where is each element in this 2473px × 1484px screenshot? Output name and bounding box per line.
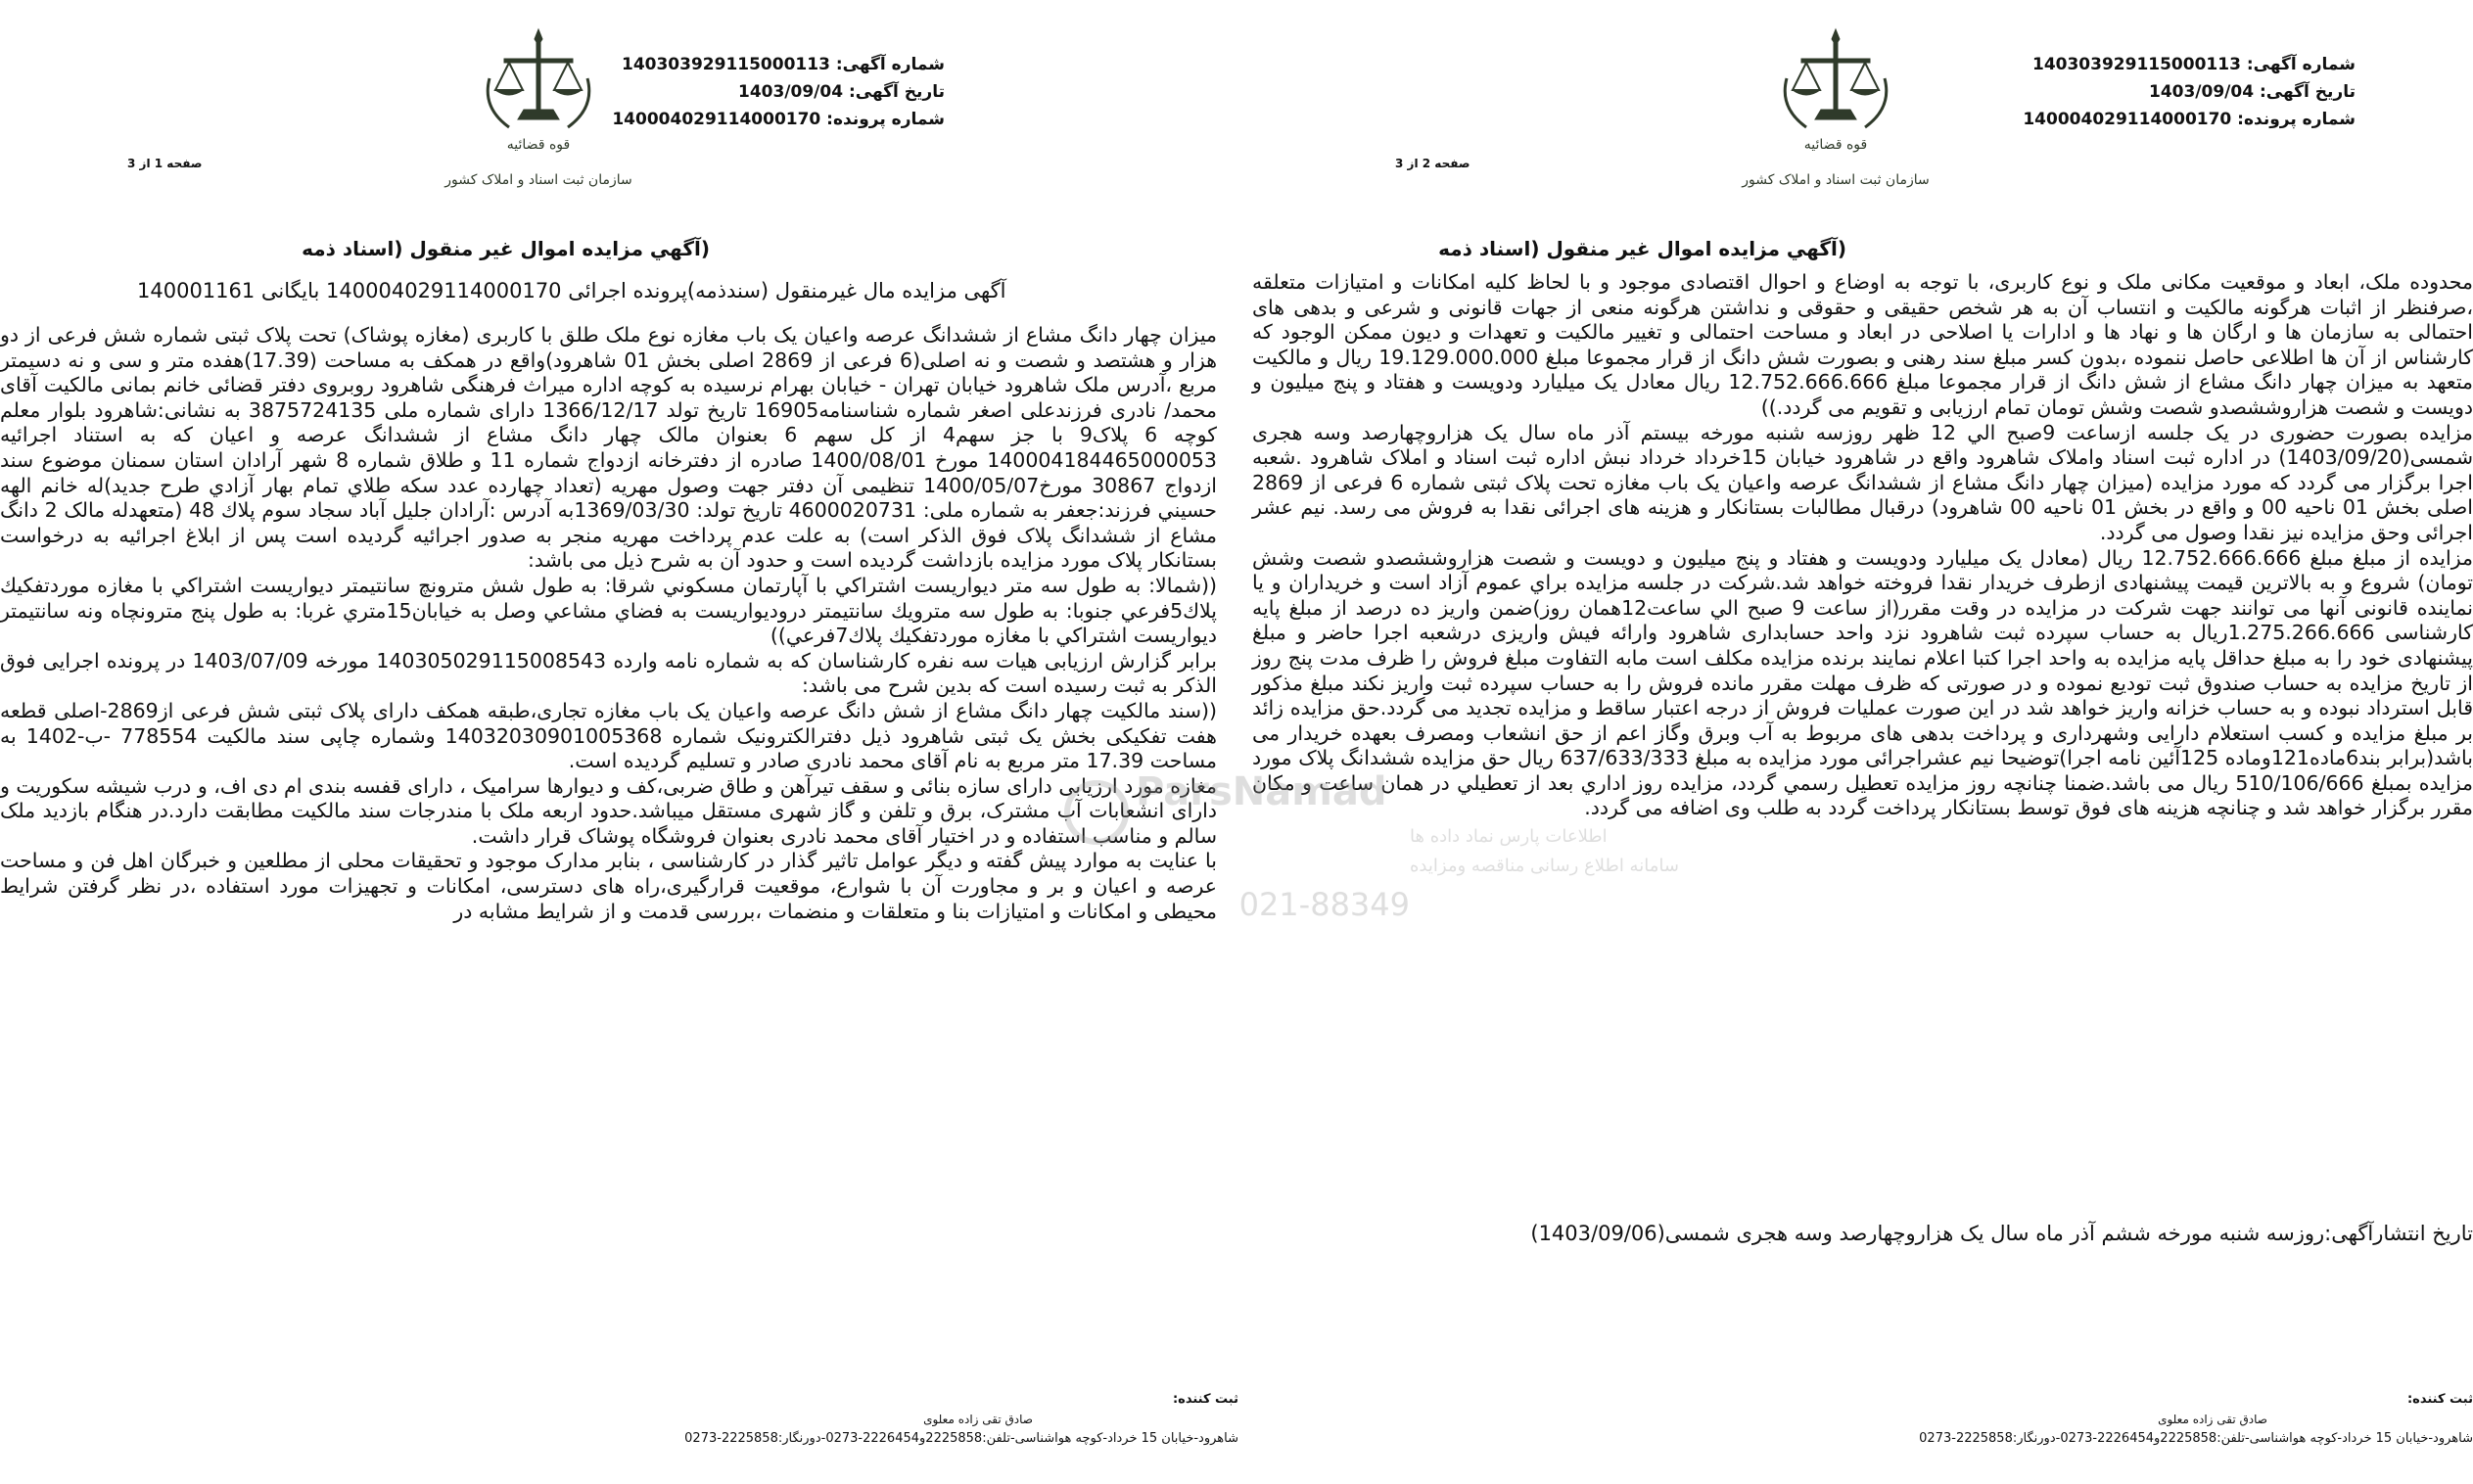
notice-meta — [612, 51, 945, 133]
judiciary-emblem-icon — [444, 20, 632, 196]
body-paragraph: با عنایت به موارد پیش گفته و دیگر عوامل تاثیر گذار در کارشناسی ، بنابر مدارک موجود و تحقیقات محلی از مطلعین و خبرگان اهل فن و مساحت عرصه و اعیان و بر و مجاورت آن با شوارع، موقعیت قرارگیری،راه های دسترسی، امکانات و تجهیزات مورد استفاده ،در نظر گرفتن شرایط محیطی و امکانات و امتیازات بنا و متعلقات و منضمات ،بررسی قدمت و از شرایط مشابه در — [0, 849, 1217, 923]
notice-subheading: آگهی مزایده مال غیرمنقول (سندذمه)پرونده اجرائی 140004029114000170 بایگانی 140001161 — [137, 279, 1006, 302]
notice-page-2 — [1238, 0, 2473, 1484]
registrar-name: صادق تقی زاده معلوی — [2158, 1413, 2267, 1426]
body-paragraph: مغازه مورد ارزیابی دارای سازه بنائی و سقف تیرآهن و طاق ضربی،کف و دیوارها سرامیک ، دارای قفسه بندی ام دی اف، و درب شیشه سکوریت و دارای انشعابات آب مشترک، برق و تلفن و گاز شهری مستقل میباشد.حدود اربعه ملک با مندرجات سند مالکیت مطابقت دارد.در هنگام بازدید ملک سالم و مناسب استفاده و در اختیار آقای محمد نادری بعنوان فروشگاه پوشاک قرار داشت. — [0, 773, 1217, 848]
office-address: شاهرود-خیابان 15 خرداد-کوچه هواشناسی-تلفن:2225858و2226454-0273-دورنگار:2225858-0273 — [1919, 1431, 2473, 1446]
watermark-line2: سامانه اطلاع رسانی مناقصه ومزایده — [1410, 856, 1679, 876]
body-paragraph: ((سند مالکیت چهار دانگ مشاع از شش دانگ عرصه واعیان یک باب مغازه تجاری،طبقه همکف دارای پلاک ثبتی شش فرعی از2869-اصلی قطعه هفت تفکیکی بخش یک ثبتی شاهرود ذیل دفترالکترونیک شماره 140320309010053​68 وشماره چاپی سند مالکیت 778554 -ب-1402 به مساحت 17.39 متر مربع به نام آقای محمد نادری صادر و تسلیم گردیده است. — [0, 698, 1217, 773]
page-number: صفحه 2 از 3 — [1395, 157, 1470, 170]
case-number: شماره پرونده: 140004029114000170 — [2023, 110, 2356, 129]
svg-text:سازمان ثبت اسناد و املاک کشور: سازمان ثبت اسناد و املاک کشور — [1742, 172, 1930, 188]
notice-footer — [24, 1390, 1238, 1449]
notice-number: شماره آگهی: 140303929115000113 — [621, 55, 945, 74]
registrar-label: ثبت کننده: — [2406, 1392, 2473, 1407]
watermark-phone: 021-88349 — [1238, 886, 1410, 923]
notice-heading: (آگهي مزايده اموال غير منقول (اسناد ذمه — [302, 237, 710, 260]
body-paragraph: میزان چهار دانگ مشاع از ششدانگ عرصه واعیان یک باب مغازه نوع ملک طلق با کاربری (مغازه پوشاک) تحت پلاک ثبتی شماره شش فرعی از دو هزار و هشتصد و شصت و نه اصلی(6 فرعی از 2869 اصلی بخش 01 شاهرود)واقع در همکف به مساحت (17.39)هفده متر و سی و نه دسیمتر مربع ،آدرس ملک شاهرود خیابان تهران - خیابان بهرام نرسیده به کوچه اداره میراث فرهنگی شاهرود روبروی دفتر قضائی خانم بمانی مالکیت آقای محمد/ نادری فرزندعلی اصغر شماره شناسنامه16905 تاریخ تولد 1366/12/17 دارای شماره ملی 3875724135 به نشانی:شاهرود بلوار معلم کوچه 6 پلاک9 با جز سهم4 از کل سهم 6 بعنوان مالک چهار دانگ مشاع از ششدانگ عرصه و اعیان که به استناد اجرائیه 140004184465000053 مورخ 1400/08/01 صادره از دفترخانه ازدواج شماره 11 و طلاق شماره 8 شهر آرادان استان سمنان موضوع سند ازدواج 30867 مورخ1400/05/07 تنظیمی آن دفتر جهت وصول مهریه (تعداد چهارده عدد سکه طلاي تمام بهار آزادي طرح جدید)له خانم الهه حسيني فرزند:جعفر به شماره ملی: 4600020731 تاریخ تولد: 1369/03/30به آدرس :آرادان جلیل آباد سجاد سوم پلاك 48 (متعهدله مالک 2 دانگ مشاع از ششدانگ پلاک فوق الذکر است) به علت عدم پرداخت مهریه منجر به صدور اجرائیه گردیده است پس از ابلاغ اجرائیه به درخواست بستانکار پلاک مورد مزایده بازداشت گردیده است و حدود آن به شرح ذیل می باشد: — [0, 323, 1217, 573]
notice-date: تاریخ آگهی: 1403/09/04 — [737, 82, 945, 102]
judiciary-emblem-icon — [1742, 20, 1930, 196]
watermark-line1: اطلاعات پارس نماد داده ها — [1410, 826, 1608, 847]
notice-date: تاریخ آگهی: 1403/09/04 — [2148, 82, 2356, 102]
body-paragraph: برابر گزارش ارزیابی هیات سه نفره کارشناسان که به شماره نامه وارده 140305029115008543 مورخه 1403/07/09 در پرونده اجرایی فوق الذکر به ثبت رسیده است که بدین شرح می باشد: — [0, 648, 1217, 698]
case-number: شماره پرونده: 140004029114000170 — [612, 110, 945, 129]
svg-text:سازمان ثبت اسناد و املاک کشور: سازمان ثبت اسناد و املاک کشور — [444, 172, 632, 188]
body-paragraph: محدوده ملک، ابعاد و موقعیت مکانی ملک و نوع کاربری، با توجه به اوضاع و احوال اقتصادی موجود و با لحاظ کلیه امکانات و امتیازات متعلقه ،صرفنظر از اثبات هرگونه مالکیت و انتساب آن به هر شخص حقیقی و حقوقی و نداشتن هرگونه منعی از جهات قانونی و شرعی و بدهی های احتمالی به سازمان ها و ارگان ها و نهاد ها و ادارات یا اصلاحی در ابعاد و مساحت احتمالی و تغییر مالکیت و تعهدات و دیون ممکن الوجود که کارشناس از آن ها اطلاعی حاصل ننموده ،بدون کسر مبلغ سند رهنی و بصورت شش دانگ از قرار مجموعا مبلغ 19.129.000.000 ریال و مالکیت متعهد به میزان چهار دانگ مشاع از شش دانگ از قرار مجموعا مبلغ 12.752.666.666 ریال معادل یک میلیارد ودویست و هفتاد و پنج میلیون و دویست و شصت هزاروششصدو شصت وشش تومان تمام ارزیابی و تقویم می گردد.)) — [1252, 270, 2473, 419]
registrar-name: صادق تقی زاده معلوی — [923, 1413, 1033, 1426]
notice-heading: (آگهي مزايده اموال غير منقول (اسناد ذمه — [1438, 237, 1846, 260]
page-number: صفحه 1 از 3 — [127, 157, 203, 170]
publication-date: تاریخ انتشارآگهی:روزسه شنبه مورخه ششم آذر ماه سال یک هزاروچهارصد وسه هجری شمسی(1403/09/06) — [1530, 1222, 2473, 1245]
notice-meta — [2023, 51, 2356, 133]
registrar-label: ثبت کننده: — [1172, 1392, 1238, 1407]
notice-body — [0, 323, 1217, 924]
body-paragraph: مزایده از مبلغ مبلغ 12.752.666.666 ریال (معادل یک میلیارد ودویست و هفتاد و پنج میلیون و دویست و شصت هزاروششصدو شصت وشش تومان) شروع و به بالاترین قیمت پیشنهادی ازطرف خریدار نقدا فروخته خواهد شد.شرکت در جلسه مزایده براي عموم آزاد است و خریداران و یا نماینده قانونی آنها می توانند جهت شرکت در مزایده در وقت مقرر(از ساعت 9 صبح الي ساعت12همان روز)ضمن واریز ده درصد از مبلغ پایه کارشناسی 1.275.266.666ریال به حساب سپرده ثبت شاهرود نزد واحد حسابداری شاهرود وارائه فیش واریزی درشعبه اجرا حاضر و مبلغ پیشنهادی خود را به مبلغ حداقل پایه مزایده به واحد اجرا کتبا اعلام نمایند برنده مزایده مکلف است مابه التفاوت مبلغ فروش را ظرف مدت پنج روز از تاریخ مزایده به حساب صندوق ثبت تودیع نموده و در صورتی که ظرف مهلت مقرر مانده فروش را به حساب سپرده ثبت واریز نکند مبلغ مذکور قابل استرداد نبوده و به حساب خزانه واریز خواهد شد در این صورت عملیات فروش از درجه اعتبار ساقط و مزایده تجدید می گردد.حق مزایده زائد بر مبلغ مزایده و کسب استعلام دارایی وشهرداری و پرداخت بدهی های مربوط به آب وبرق وگاز اعم از حق انشعاب ومصرف بعهده خریدار می باشد(برابر بند6ماده121وماده 125آئین نامه اجرا)توضیحا نیم عشراجرائی مورد مزایده به مبلغ 637/633/333 ریال حق مزایده ششدانگ پلاک مورد مزایده بمبلغ 510/106/666 ریال می باشد.ضمنا چنانچه روز مزایده تعطیل رسمي گردد، مزایده روز اداري بعد از تعطیلي در همان ساعت و مکان مقرر برگزار خواهد شد و چنانچه هزینه های فوق توسط بستانکار پرداخت گردد به طلب وی اضافه می گردد. — [1252, 545, 2473, 820]
body-paragraph: ((شمالا: به طول سه متر دیواریست اشتراکي با آپارتمان مسکوني شرقا: به طول شش مترونچ سانتیمتر دیواریست اشتراکي با مغازه موردتفکيك پلاك5فرعي جنوبا: به طول سه مترويك سانتيمتر درودیواریست به فضاي مشاعي وصل به خيابان15متري غربا: به طول پنج مترونچاه ونه سانتيمتر دیواریست اشتراکي با مغازه موردتفکيك پلاك7فرعي)) — [0, 573, 1217, 648]
notice-number: شماره آگهی: 140303929115000113 — [2031, 55, 2356, 74]
body-paragraph: مزایده بصورت حضوری در یک جلسه ازساعت 9صبح الي 12 ظهر روزسه شنبه مورخه بيستم آذر ماه سال يک هزاروچهارصد وسه هجری شمسی(1403/09/20) در اداره ثبت اسناد واملاک شاهرود واقع در شاهرود خیابان 15خرداد خرداد نبش اداره ثبت اسناد و املاک شاهرود .شعبه اجرا برگزار می گردد که مورد مزایده (میزان چهار دانگ مشاع از ششدانگ عرصه واعیان یک باب مغازه تحت پلاک ثبتی شماره 6 فرعی از 2869 اصلی بخش 01 ناحیه 00 و واقع در بخش 01 ناحیه 00 شاهرود) درقبال مطالبات بستانکار و هزینه های اجرائی نقدا به فروش می رسد. نیم عشر اجرائی وحق مزایده نیز نقدا وصول می گردد. — [1252, 420, 2473, 544]
watermark-brand: ParsNamad — [1136, 769, 1387, 814]
svg-text:قوه قضائیه: قوه قضائیه — [1803, 137, 1868, 153]
notice-body — [1252, 270, 2473, 821]
office-address: شاهرود-خیابان 15 خرداد-کوچه هواشناسی-تلفن:2225858و2226454-0273-دورنگار:2225858-0273 — [684, 1431, 1238, 1446]
notice-footer — [1249, 1390, 2473, 1449]
svg-text:قوه قضائیه: قوه قضائیه — [506, 137, 571, 153]
